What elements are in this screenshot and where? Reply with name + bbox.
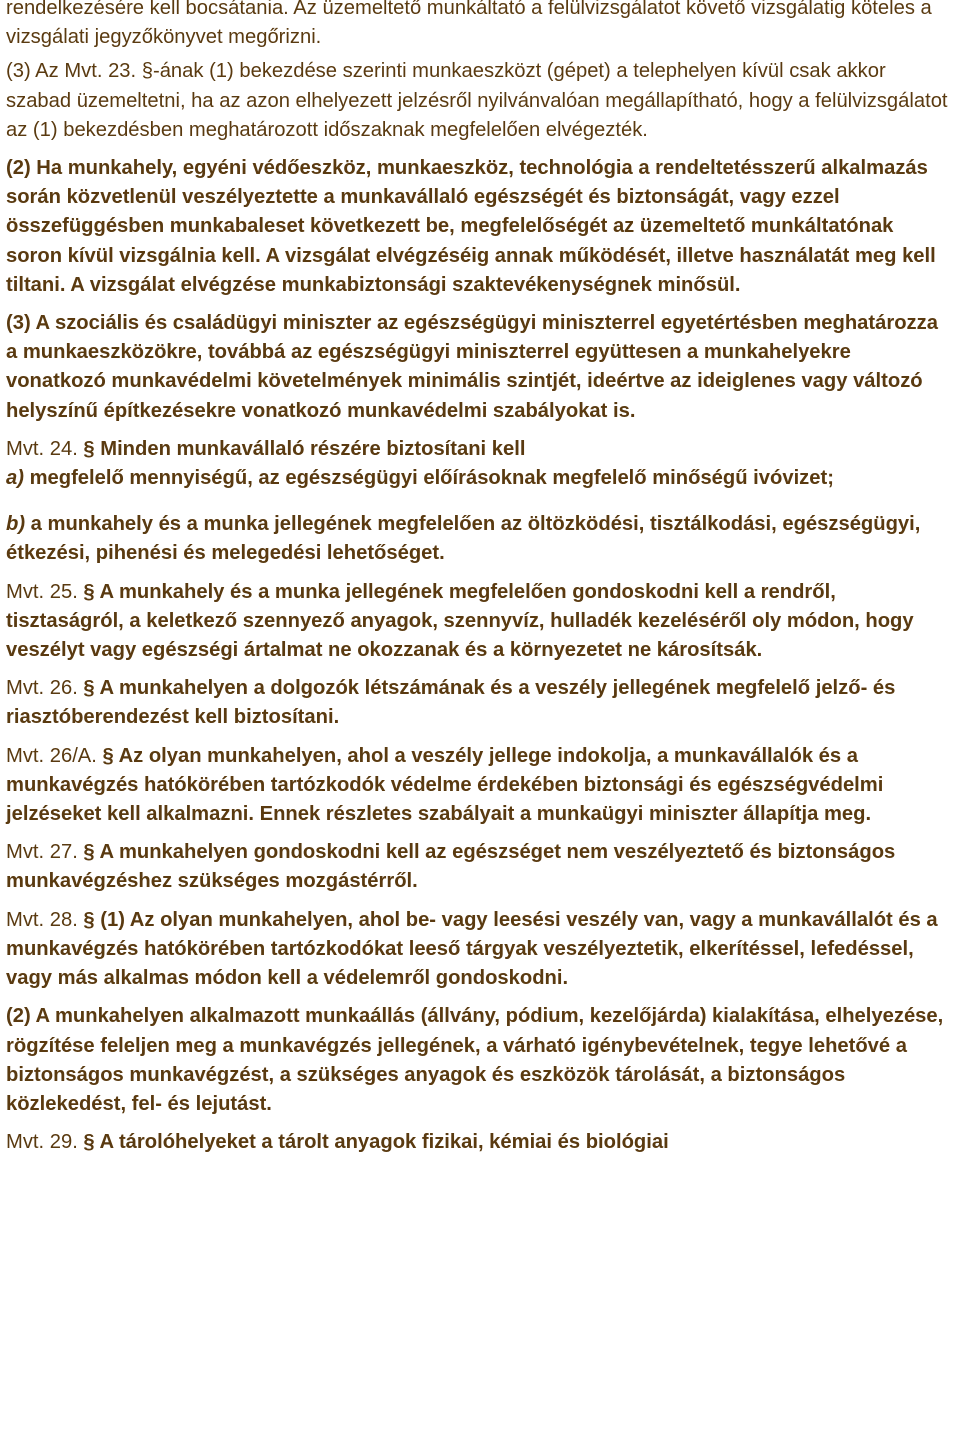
article-text: § A munkahelyen gondoskodni kell az egészséget nem veszélyeztető és biztonságos munkavégzéshez szükséges mozgástérről. [6, 841, 896, 893]
article-text: § (1) Az olyan munkahelyen, ahol be- vagy leesési veszély van, vagy a munkavállalót és a munkavégzés hatókörében tartózkodókat leeső tárgyak veszélyeztetik, elkerítéssel, lefedéssel, vagy más alkalmas módon kell a védelemről gondoskodni. [6, 908, 938, 990]
paragraph-mvt-29 [6, 1128, 950, 1157]
article-text: § A munkahely és a munka jellegének megfelelően gondoskodni kell a rendről, tisztaságról, a keletkező szennyező anyagok, szennyvíz, hulladék kezeléséről oly módon, hogy veszélyt vagy egészségi ártalmat ne okozzanak és a környezetet ne károsítsák. [6, 580, 914, 662]
list-letter: a) [6, 467, 24, 490]
article-text: § Minden munkavállaló részére biztosítani kell [83, 437, 526, 460]
article-label: Mvt. 25. [6, 580, 78, 603]
article-label: Mvt. 26. [6, 677, 78, 700]
paragraph-mvt-25 [6, 578, 950, 666]
paragraph-continuation: rendelkezésére kell bocsátania. Az üzemeltető munkáltató a felülvizsgálatot követő vizsgálatig köteles a vizsgálati jegyzőkönyvet megőrizni. [6, 0, 932, 49]
paragraph-mvt-26 [6, 674, 950, 732]
paragraph-mvt-24 [6, 435, 950, 464]
paragraph-mvt-24-a [6, 464, 950, 493]
list-item-text: megfelelő mennyiségű, az egészségügyi előírásoknak megfelelő minőségű ivóvizet; [29, 467, 834, 490]
paragraph-mvt-28-1 [6, 906, 950, 994]
paragraph-mvt-28-2: (2) A munkahelyen alkalmazott munkaállás (állvány, pódium, kezelőjárda) kialakítása, elhelyezése, rögzítése feleljen meg a munkavégzés jellegének, a várható igénybevételnek, tegye lehetővé a biztonságos munkavégzést, a szükséges anyagok és eszközök tárolását, a biztonságos közlekedést, fel- és lejutást. [6, 1005, 944, 1115]
paragraph-mvt-27 [6, 838, 950, 896]
article-label: Mvt. 28. [6, 908, 78, 931]
article-label: Mvt. 27. [6, 841, 78, 864]
article-label: Mvt. 24. [6, 437, 78, 460]
paragraph-section-3: (3) A szociális és családügyi miniszter az egészségügyi miniszterrel egyetértésben meghatározza a munkaeszközökre, továbbá az egészségügyi miniszterrel együttesen a munkahelyekre vonatkozó munkavédelmi követelmények minimális szintjét, ideértve az ideiglenes vagy változó helyszínű építkezésekre vonatkozó munkavédelmi szabályokat is. [6, 312, 938, 422]
article-text: § Az olyan munkahelyen, ahol a veszély jellege indokolja, a munkavállalók és a munkavégzés hatókörében tartózkodók védelme érdekében biztonsági és egészségvédelmi jelzéseket kell alkalmazni. Ennek részletes szabályait a munkaügyi miniszter állapítja meg. [6, 744, 884, 826]
article-text: § A munkahelyen a dolgozók létszámának és a veszély jellegének megfelelő jelző- és riasztóberendezést kell biztosítani. [6, 677, 896, 729]
article-label: Mvt. 26/A. [6, 744, 97, 767]
paragraph-mvt-26a [6, 742, 950, 830]
article-label: Mvt. 29. [6, 1131, 78, 1154]
list-item-text: a munkahely és a munka jellegének megfelelően az öltözködési, tisztálkodási, egészségügyi, étkezési, pihenési és melegedési lehetőséget. [6, 513, 921, 565]
article-text: § A tárolóhelyeket a tárolt anyagok fizikai, kémiai és biológiai [83, 1131, 669, 1154]
paragraph-section-2: (2) Ha munkahely, egyéni védőeszköz, munkaeszköz, technológia a rendeltetésszerű alkalmazás során közvetlenül veszélyeztette a munkavállaló egészségét és biztonságát, vagy ezzel összefüggésben munkabaleset következett be, megfelelőségét az üzemeltető munkáltatónak soron kívül vizsgálnia kell. A vizsgálat elvégzéséig annak működését, illetve használatát meg kell tiltani. A vizsgálat elvégzése munkabiztonsági szaktevékenységnek minősül. [6, 157, 936, 296]
paragraph-mvt-24-b [6, 510, 950, 568]
list-letter: b) [6, 513, 26, 536]
paragraph-mvt-23-3: (3) Az Mvt. 23. §-ának (1) bekezdése szerinti munkaeszközt (gépet) a telephelyen kívül csak akkor szabad üzemeltetni, ha az azon elhelyezett jelzésről nyilvánvalóan megállapítható, hogy a felülvizsgálatot az (1) bekezdésben meghatározott időszaknak megfelelően elvégezték. [6, 60, 948, 141]
